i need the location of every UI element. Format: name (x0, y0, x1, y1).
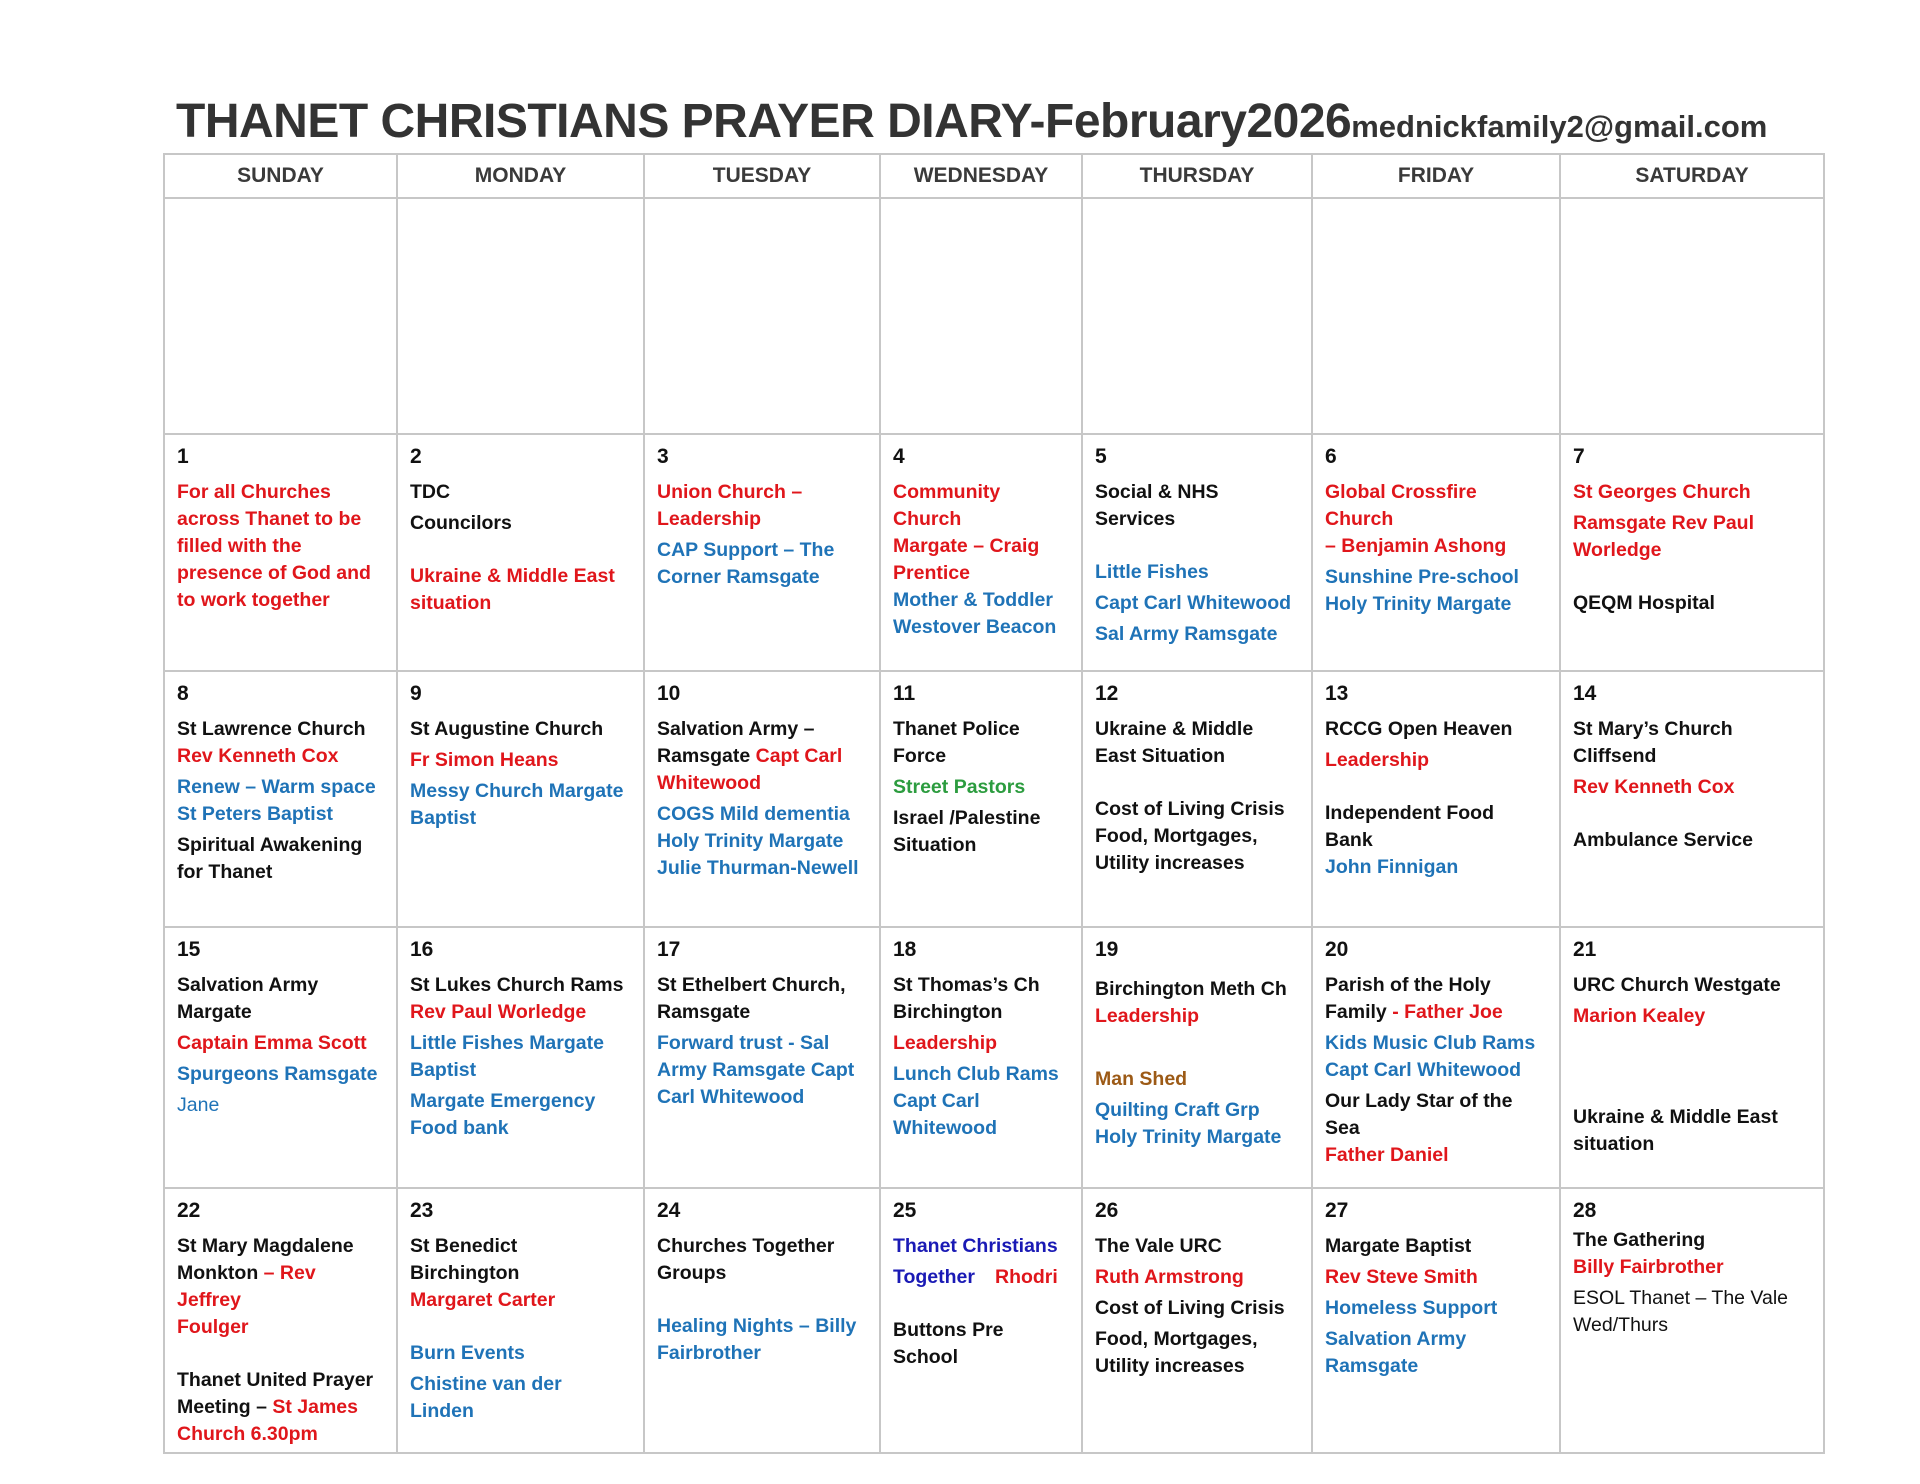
prayer-line: Julie Thurman-Newell (657, 857, 859, 879)
prayer-line: Homeless Support (1325, 1297, 1498, 1319)
prayer-line: St Mary Magdalene (177, 1235, 354, 1257)
prayer-line: East Situation (1095, 745, 1226, 767)
prayer-line: Rev Paul Worledge (410, 1001, 587, 1023)
day-cell-23 (397, 1188, 644, 1453)
week-row-3 (164, 927, 1824, 1188)
day-cell-16 (397, 927, 644, 1188)
prayer-line: Captain Emma Scott (177, 1032, 367, 1054)
prayer-line: Margaret Carter (410, 1289, 556, 1311)
prayer-line: Mother & Toddler (893, 589, 1053, 611)
prayer-line: COGS Mild dementia (657, 803, 850, 825)
day-number: 12 (1095, 682, 1119, 705)
prayer-line: Healing Nights – Billy (657, 1315, 857, 1337)
prayer-line: Margate (177, 1001, 252, 1023)
prayer-line: Baptist (410, 1059, 477, 1081)
day-number: 25 (893, 1199, 917, 1222)
prayer-line: Cost of Living Crisis (1095, 1297, 1285, 1319)
prayer-line: Israel /Palestine (893, 807, 1041, 829)
weekday-saturday: SATURDAY (1560, 154, 1824, 198)
prayer-line: Spurgeons Ramsgate (177, 1063, 378, 1085)
prayer-line: St Peters Baptist (177, 803, 334, 825)
prayer-line: filled with the (177, 535, 302, 557)
prayer-line: TDC (410, 481, 451, 503)
prayer-line: Utility increases (1095, 1355, 1245, 1377)
prayer-line: St Lawrence Church (177, 718, 366, 740)
day-cell-13 (1312, 671, 1560, 927)
prayer-line (657, 743, 867, 770)
day-number: 22 (177, 1199, 201, 1222)
day-number: 6 (1325, 445, 1337, 468)
empty-day-cell (880, 198, 1082, 434)
day-cell-21 (1560, 927, 1824, 1188)
day-cell-17 (644, 927, 880, 1188)
page-title: THANET CHRISTIANS PRAYER DIARY-February2026 (176, 95, 1352, 148)
prayer-text: Together (893, 1266, 975, 1288)
prayer-text: – Rev Jeffrey (177, 1262, 316, 1311)
day-number: 19 (1095, 938, 1119, 961)
prayer-line: Thanet United Prayer (177, 1369, 374, 1391)
prayer-line: CAP Support – The (657, 539, 835, 561)
prayer-line: Holy Trinity Margate (1095, 1126, 1282, 1148)
prayer-line: Ramsgate Rev Paul (1573, 512, 1754, 534)
week-row-empty (164, 198, 1824, 434)
week-row-2 (164, 671, 1824, 927)
prayer-line: Situation (893, 834, 977, 856)
weekday-wednesday: WEDNESDAY (880, 154, 1082, 198)
empty-day-cell (397, 198, 644, 434)
day-cell-7 (1560, 434, 1824, 671)
prayer-line: Food, Mortgages, (1095, 825, 1258, 847)
prayer-line: Salvation Army (1325, 1328, 1467, 1350)
weekday-monday: MONDAY (397, 154, 644, 198)
empty-day-cell (1082, 198, 1312, 434)
day-cell-3 (644, 434, 880, 671)
day-number: 16 (410, 938, 434, 961)
prayer-text: Meeting – (177, 1396, 273, 1418)
prayer-line: St Benedict Birchington (410, 1235, 520, 1284)
empty-day-cell (1312, 198, 1560, 434)
prayer-line: Global Crossfire Church (1325, 481, 1477, 530)
prayer-line: Fairbrother (657, 1342, 762, 1364)
prayer-line: Utility increases (1095, 852, 1245, 874)
prayer-line: Carl Whitewood (657, 1086, 805, 1108)
prayer-line: RCCG Open Heaven (1325, 718, 1513, 740)
prayer-line: Food bank (410, 1117, 509, 1139)
day-number: 23 (410, 1199, 434, 1222)
prayer-line: Ruth Armstrong (1095, 1266, 1244, 1288)
prayer-line: ESOL Thanet – The Vale (1573, 1287, 1789, 1309)
prayer-line: Rev Kenneth Cox (177, 745, 339, 767)
day-number: 28 (1573, 1199, 1597, 1222)
prayer-line: Ukraine & Middle (1095, 718, 1254, 740)
prayer-line: Capt Carl Whitewood (1325, 1059, 1522, 1081)
prayer-line: Father Daniel (1325, 1144, 1449, 1166)
prayer-line: Buttons Pre School (893, 1319, 1004, 1368)
prayer-line: Councilors (410, 512, 512, 534)
prayer-line: Ramsgate (657, 1001, 751, 1023)
prayer-line: Whitewood (893, 1117, 997, 1139)
prayer-line: Forward trust - Sal (657, 1032, 830, 1054)
prayer-line: Spiritual Awakening (177, 834, 363, 856)
day-number: 10 (657, 682, 681, 705)
day-number: 11 (893, 682, 916, 705)
day-number: 15 (177, 938, 201, 961)
week-row-4 (164, 1188, 1824, 1453)
prayer-text: - Father Joe (1392, 1001, 1503, 1023)
prayer-text: Family (1325, 1001, 1393, 1023)
empty-day-cell (164, 198, 397, 434)
prayer-line: Chistine van der Linden (410, 1373, 562, 1422)
weekday-tuesday: TUESDAY (644, 154, 880, 198)
prayer-line: Marion Kealey (1573, 1005, 1706, 1027)
day-cell-12 (1082, 671, 1312, 927)
prayer-line: St Mary’s Church (1573, 718, 1733, 740)
prayer-line: URC Church Westgate (1573, 974, 1781, 996)
prayer-line: Thanet Police (893, 718, 1020, 740)
prayer-line: Food, Mortgages, (1095, 1328, 1258, 1350)
prayer-line: Sunshine Pre-school (1325, 566, 1519, 588)
prayer-line: St Lukes Church Rams (410, 974, 624, 996)
prayer-line: for Thanet (177, 861, 273, 883)
prayer-line: Prentice (893, 562, 970, 584)
day-number: 7 (1573, 445, 1585, 468)
week-row-1 (164, 434, 1824, 671)
prayer-line: Little Fishes (1095, 561, 1209, 583)
prayer-line: Billy Fairbrother (1573, 1256, 1724, 1278)
day-cell-10 (644, 671, 880, 927)
prayer-line: The Gathering (1573, 1229, 1706, 1251)
day-number: 8 (177, 682, 189, 705)
prayer-line: Worledge (1573, 539, 1662, 561)
day-cell-28 (1560, 1188, 1824, 1453)
prayer-line: Rev Steve Smith (1325, 1266, 1478, 1288)
prayer-line: Fr Simon Heans (410, 749, 559, 771)
prayer-line: Ambulance Service (1573, 829, 1753, 851)
day-number: 4 (893, 445, 905, 468)
day-cell-19 (1082, 927, 1312, 1188)
prayer-line: Corner Ramsgate (657, 566, 820, 588)
prayer-line (177, 1394, 384, 1421)
prayer-line: Rev Kenneth Cox (1573, 776, 1735, 798)
prayer-line: Our Lady Star of the Sea (1325, 1090, 1513, 1139)
prayer-line: Groups (657, 1262, 727, 1284)
prayer-line: Jane (177, 1094, 220, 1116)
weekday-friday: FRIDAY (1312, 154, 1560, 198)
prayer-line: across Thanet to be (177, 508, 362, 530)
day-number: 9 (410, 682, 422, 705)
day-cell-18 (880, 927, 1082, 1188)
prayer-line: Churches Together (657, 1235, 835, 1257)
prayer-text: St James (272, 1396, 358, 1418)
prayer-line: Man Shed (1095, 1068, 1188, 1090)
prayer-line: Holy Trinity Margate (1325, 593, 1512, 615)
day-cell-27 (1312, 1188, 1560, 1453)
day-cell-24 (644, 1188, 880, 1453)
day-cell-14 (1560, 671, 1824, 927)
contact-email: mednickfamily2@gmail.com (1351, 109, 1768, 144)
prayer-line: St Ethelbert Church, (657, 974, 846, 996)
prayer-line: to work together (177, 589, 330, 611)
weekday-thursday: THURSDAY (1082, 154, 1312, 198)
prayer-line: Renew – Warm space (177, 776, 376, 798)
prayer-text: Capt Carl (755, 745, 843, 767)
day-cell-11 (880, 671, 1082, 927)
prayer-line: Leadership (1095, 1005, 1200, 1027)
prayer-line: Wed/Thurs (1573, 1314, 1669, 1336)
prayer-line (1325, 999, 1547, 1026)
prayer-line: Cliffsend (1573, 745, 1657, 767)
prayer-line: Whitewood (657, 772, 761, 794)
prayer-line: Quilting Craft Grp (1095, 1099, 1260, 1121)
empty-day-cell (1560, 198, 1824, 434)
prayer-line: Holy Trinity Margate (657, 830, 844, 852)
day-cell-9 (397, 671, 644, 927)
prayer-line: situation (410, 592, 492, 614)
day-cell-4 (880, 434, 1082, 671)
prayer-line: Street Pastors (893, 776, 1026, 798)
prayer-line: Birchington Meth Ch (1095, 978, 1287, 1000)
day-number: 1 (177, 445, 189, 468)
prayer-line: Ukraine & Middle East (1573, 1106, 1778, 1128)
prayer-line: St Augustine Church (410, 718, 604, 740)
prayer-line: Community Church (893, 481, 1001, 530)
day-number: 17 (657, 938, 681, 961)
day-cell-20 (1312, 927, 1560, 1188)
prayer-line: Messy Church Margate (410, 780, 624, 802)
prayer-line: Union Church – (657, 481, 803, 503)
prayer-line: Margate Baptist (1325, 1235, 1472, 1257)
weekday-sunday: SUNDAY (164, 154, 397, 198)
prayer-line: Baptist (410, 807, 477, 829)
prayer-line: John Finnigan (1325, 856, 1459, 878)
day-number: 26 (1095, 1199, 1119, 1222)
prayer-line: Leadership (1325, 749, 1430, 771)
day-number: 20 (1325, 938, 1349, 961)
prayer-line: Birchington (893, 1001, 1003, 1023)
prayer-line: Sal Army Ramsgate (1095, 623, 1278, 645)
prayer-line: Lunch Club Rams (893, 1063, 1059, 1085)
weekday-header-row (164, 154, 1824, 198)
prayer-line: Independent Food Bank (1325, 802, 1494, 851)
prayer-line: Little Fishes Margate (410, 1032, 604, 1054)
day-cell-2 (397, 434, 644, 671)
prayer-line: Burn Events (410, 1342, 525, 1364)
prayer-line: Salvation Army – (657, 718, 815, 740)
page-header (176, 94, 1826, 154)
day-cell-26 (1082, 1188, 1312, 1453)
prayer-line: Margate Emergency (410, 1090, 596, 1112)
day-number: 21 (1573, 938, 1597, 961)
prayer-line: situation (1573, 1133, 1655, 1155)
day-number: 18 (893, 938, 917, 961)
prayer-line: Margate – Craig (893, 535, 1040, 557)
prayer-line: Capt Carl (893, 1090, 980, 1112)
prayer-line: Thanet Christians (893, 1235, 1058, 1257)
prayer-line: For all Churches (177, 481, 331, 503)
prayer-line: Leadership (657, 508, 762, 530)
prayer-line: St Georges Church (1573, 481, 1751, 503)
day-cell-8 (164, 671, 397, 927)
day-number: 3 (657, 445, 669, 468)
prayer-line: Ramsgate (1325, 1355, 1419, 1377)
day-number: 2 (410, 445, 422, 468)
prayer-line: Leadership (893, 1032, 998, 1054)
prayer-line: presence of God and (177, 562, 371, 584)
prayer-line: – Benjamin Ashong (1325, 535, 1507, 557)
prayer-line: Kids Music Club Rams (1325, 1032, 1536, 1054)
prayer-line: Social & NHS Services (1095, 481, 1219, 530)
day-cell-6 (1312, 434, 1560, 671)
prayer-line: Army Ramsgate Capt (657, 1059, 855, 1081)
prayer-line: Ukraine & Middle East (410, 565, 615, 587)
prayer-text: Rhodri (994, 1266, 1058, 1288)
day-cell-15 (164, 927, 397, 1188)
day-number: 13 (1325, 682, 1349, 705)
day-cell-1 (164, 434, 397, 671)
day-number: 14 (1573, 682, 1597, 705)
prayer-line: Westover Beacon (893, 616, 1057, 638)
prayer-line (893, 1264, 1069, 1291)
prayer-line: The Vale URC (1095, 1235, 1222, 1257)
prayer-line: Force (893, 745, 947, 767)
prayer-line: Church 6.30pm (177, 1423, 318, 1445)
day-cell-5 (1082, 434, 1312, 671)
day-number: 27 (1325, 1199, 1349, 1222)
calendar-grid (163, 153, 1825, 1454)
day-number: 5 (1095, 445, 1107, 468)
prayer-text: Ramsgate (657, 745, 756, 767)
day-cell-25 (880, 1188, 1082, 1453)
prayer-line (177, 1260, 384, 1314)
prayer-text: Monkton (177, 1262, 264, 1284)
empty-day-cell (644, 198, 880, 434)
prayer-line: Cost of Living Crisis (1095, 798, 1285, 820)
day-number: 24 (657, 1199, 681, 1222)
prayer-line: Capt Carl Whitewood (1095, 592, 1292, 614)
prayer-line: St Thomas’s Ch (893, 974, 1040, 996)
day-cell-22 (164, 1188, 397, 1453)
prayer-line: Foulger (177, 1316, 249, 1338)
prayer-line: Salvation Army (177, 974, 319, 996)
prayer-line: Parish of the Holy (1325, 974, 1491, 996)
prayer-line: QEQM Hospital (1573, 592, 1715, 614)
